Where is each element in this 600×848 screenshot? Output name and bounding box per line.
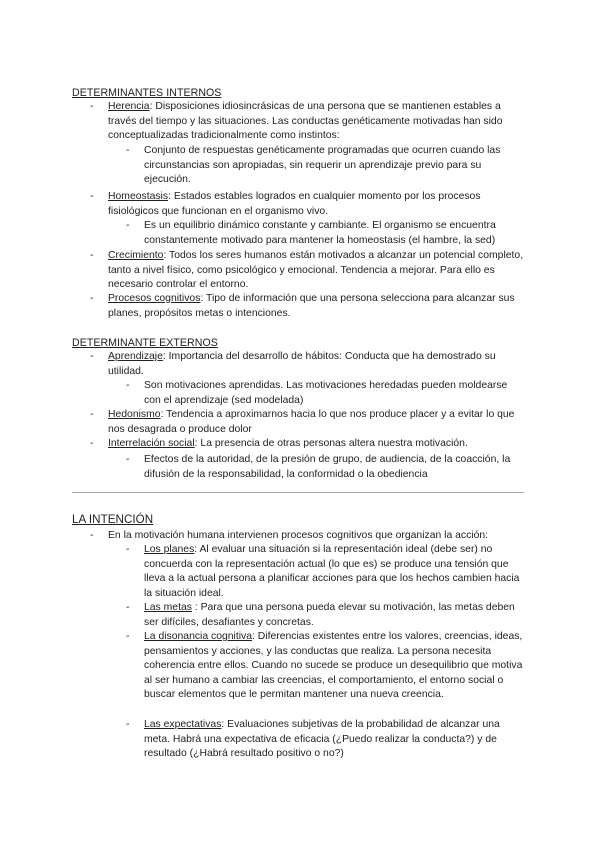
list-item-disonancia-cognitiva xyxy=(144,630,526,703)
definition-las-metas: : Para que una persona pueda elevar su motivación, las metas deben ser difíciles, desafiantes y concretas. xyxy=(144,602,515,628)
bullet-dash: - xyxy=(126,220,130,231)
bullet-dash: - xyxy=(126,602,130,613)
bullet-dash: - xyxy=(90,351,94,362)
definition-homeostasis: : Estados estables logrados en cualquier momento por los procesos fisiológicos que funcionan en el organismo vivo. xyxy=(108,191,481,217)
bullet-dash: - xyxy=(126,380,130,391)
definition-procesos-cognitivos: : Tipo de información que una persona selecciona para alcanzar sus planes, propósitos metas o intenciones. xyxy=(108,293,515,319)
list-item-procesos-cognitivos xyxy=(108,292,526,321)
list-item-las-metas xyxy=(144,601,526,630)
term-disonancia-cognitiva: La disonancia cognitiva xyxy=(144,631,253,642)
bullet-dash: - xyxy=(90,293,94,304)
bullet-dash: - xyxy=(126,145,130,156)
bullet-dash: - xyxy=(126,544,130,555)
subitem-homeostasis: Es un equilibrio dinámico constante y cambiante. El organismo se encuentra constantemente motivado para mantener la homeostasis (el hambre, la sed) xyxy=(144,220,496,246)
term-las-metas: Las metas xyxy=(144,602,192,613)
bullet-dash: - xyxy=(90,191,94,202)
term-hedonismo: Hedonismo xyxy=(108,409,161,420)
list-item-interrelacion-social xyxy=(108,437,526,452)
term-las-expectativas: Las expectativas xyxy=(144,719,222,730)
definition-crecimiento: : Todos los seres humanos están motivados a alcanzar un potencial completo, tanto a nivel físico, como psicológico y emocional. Tendencia a mejorar. Para ello es necesario controlar el entorno. xyxy=(108,250,524,291)
subitem-herencia: Conjunto de respuestas genéticamente programadas que ocurren cuando las circunstancias son apropiadas, sin requerir un aprendizaje previo para su ejecución. xyxy=(144,145,501,186)
heading-la-intencion: LA INTENCIÓN xyxy=(72,513,154,526)
subitem-interrelacion-social: Efectos de la autoridad, de la presión de grupo, de audiencia, de la coacción, la difusión de la responsabilidad, la conformidad o la obediencia xyxy=(144,454,511,480)
list-item-hedonismo xyxy=(108,408,526,437)
definition-interrelacion-social: : La presencia de otras personas altera nuestra motivación. xyxy=(194,438,468,449)
definition-los-planes: : Al evaluar una situación si la representación ideal (debe ser) no concuerda con la representación actual (lo que es) se produce una tensión que lleva a la actual persona a planificar acciones para que los hechos cambien hacia la situación ideal. xyxy=(144,544,520,599)
intencion-intro: En la motivación humana intervienen procesos cognitivos que organizan la acción: xyxy=(108,530,489,541)
horizontal-divider xyxy=(72,492,524,493)
term-aprendizaje: Aprendizaje xyxy=(108,351,163,362)
definition-las-expectativas: : Evaluaciones subjetivas de la probabilidad de alcanzar una meta. Habrá una expectativa de eficacia (¿Puedo realizar la conducta?) y de resultado (¿Habrá resultado positivo o no?) xyxy=(144,719,500,760)
heading-determinante-externos: DETERMINANTE EXTERNOS xyxy=(72,337,218,349)
term-los-planes: Los planes xyxy=(144,544,195,555)
list-item-herencia xyxy=(108,100,526,144)
term-procesos-cognitivos: Procesos cognitivos xyxy=(108,293,201,304)
definition-disonancia-cognitiva: : Diferencias existentes entre los valores, creencias, ideas, pensamientos y acciones, y las conductas que realiza. La persona necesita coherencia entre ellos. Cuando no sucede se produce un desequilibrio que motiva al ser humano a cambiar las creencias, el comportamiento, el entorno social o buscar elementos que le permitan mantener una nueva creencia. xyxy=(144,631,523,701)
list-item-los-planes xyxy=(144,543,526,601)
bullet-dash: - xyxy=(90,250,94,261)
term-herencia: Herencia xyxy=(108,101,150,112)
subitem-aprendizaje: Son motivaciones aprendidas. Las motivaciones heredadas pueden moldearse con el aprendizaje (sed modelada) xyxy=(144,380,508,406)
term-interrelacion-social: Interrelación social xyxy=(108,438,195,449)
list-item-homeostasis xyxy=(108,190,526,219)
list-item-crecimiento xyxy=(108,249,526,293)
definition-aprendizaje: : Importancia del desarrollo de hábitos: Conducta que ha demostrado su utilidad. xyxy=(108,351,496,377)
definition-hedonismo: : Tendencia a aproximarnos hacia lo que nos produce placer y a evitar lo que nos desagrada o produce dolor xyxy=(108,409,515,435)
bullet-dash: - xyxy=(90,101,94,112)
bullet-dash: - xyxy=(90,409,94,420)
heading-determinantes-internos: DETERMINANTES INTERNOS xyxy=(72,87,222,99)
definition-herencia: : Disposiciones idiosincrásicas de una persona que se mantienen estables a través del tiempo y las situaciones. Las conductas genéticamente motivadas han sido conceptualizadas tradicionalmente como instintos: xyxy=(108,101,503,142)
bullet-dash: - xyxy=(126,454,130,465)
term-homeostasis: Homeostasis xyxy=(108,191,169,202)
bullet-dash: - xyxy=(126,631,130,642)
list-item-las-expectativas xyxy=(144,718,526,762)
bullet-dash: - xyxy=(126,719,130,730)
list-item-aprendizaje xyxy=(108,350,526,379)
term-crecimiento: Crecimiento xyxy=(108,250,164,261)
bullet-dash: - xyxy=(90,530,94,541)
bullet-dash: - xyxy=(90,438,94,449)
